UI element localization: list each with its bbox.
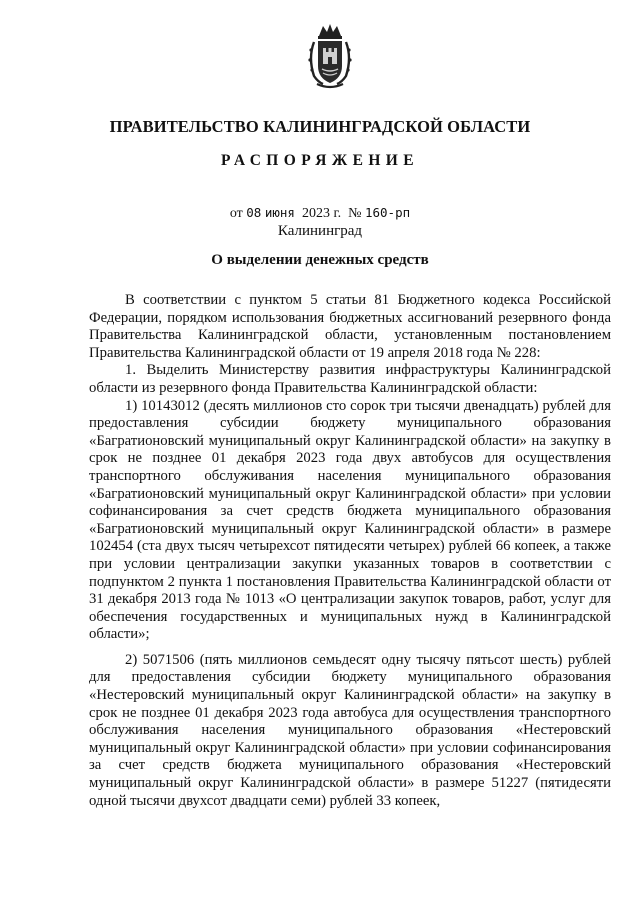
date-number-line (0, 205, 640, 222)
date-prefix: от (229, 206, 243, 221)
kaliningrad-coat-of-arms-icon (305, 22, 355, 92)
document-body (89, 292, 611, 810)
item-1-2-paragraph: 2) 5071506 (пять миллионов семьдесят одну тысячу пятьсот шесть) рублей для предоставления субсидии бюджету муниципального образования «Нестеровский муниципальный округ Калининградской области» на закупку в срок не позднее 01 декабря 2023 года автобуса для осуществления транспортного обслуживания населения муниципального образования «Нестеровский муниципальный округ Калининградской области» при условии софинансирования за счет средств бюджета муниципального образования «Нестеровский муниципальный округ Калининградской области» в размере 51227 (пятидесяти одной тысячи двухсот двадцати семи) рублей 33 копеек, (89, 651, 611, 809)
date-day: 08 (246, 205, 262, 220)
government-title: ПРАВИТЕЛЬСТВО КАЛИНИНГРАДСКОЙ ОБЛАСТИ (109, 117, 531, 136)
item-1-paragraph: 1. Выделить Министерству развития инфраструктуры Калининградской области из резервного фонда Правительства Калининградской области: (89, 362, 611, 396)
preamble-paragraph: В соответствии с пунктом 5 статьи 81 Бюджетного кодекса Российской Федерации, порядком использования бюджетных ассигнований резервного фонда Правительства Калининградской области, установленным постановлением Правительства Калининградской области от 19 апреля 2018 года № 228: (89, 292, 611, 361)
date-month: июня (264, 205, 295, 220)
city: Калининград (277, 223, 363, 239)
document-subject: О выделении денежных средств (211, 252, 429, 268)
number-sign: № (348, 206, 362, 221)
document-type: РАСПОРЯЖЕНИЕ (220, 152, 420, 169)
item-1-1-paragraph: 1) 10143012 (десять миллионов сто сорок три тысячи двенадцать) рублей для предоставления субсидии бюджету муниципального образования «Багратионовский муниципальный округ Калининградской области» на закупку в срок не позднее 01 декабря 2023 года двух автобусов для осуществления транспортного обслуживания населения муниципального образования «Багратионовский муниципальный округ Калининградской области» при условии софинансирования за счет средств бюджета муниципального образования «Багратионовский муниципальный округ Калининградской области» в размере 102454 (ста двух тысяч четырехсот пятидесяти четырех) рублей 66 копеек, а также при условии централизации закупки указанных товаров в соответствии с подпунктом 2 пункта 1 постановления Правительства Калининградской области от 31 декабря 2013 года № 1013 «О централизации закупок товаров, работ, услуг для обеспечения государственных и муниципальных нужд в Калининградской области»; (89, 397, 611, 643)
date-year: 2023 г. (301, 206, 342, 221)
document-number: 160-рп (364, 205, 411, 220)
